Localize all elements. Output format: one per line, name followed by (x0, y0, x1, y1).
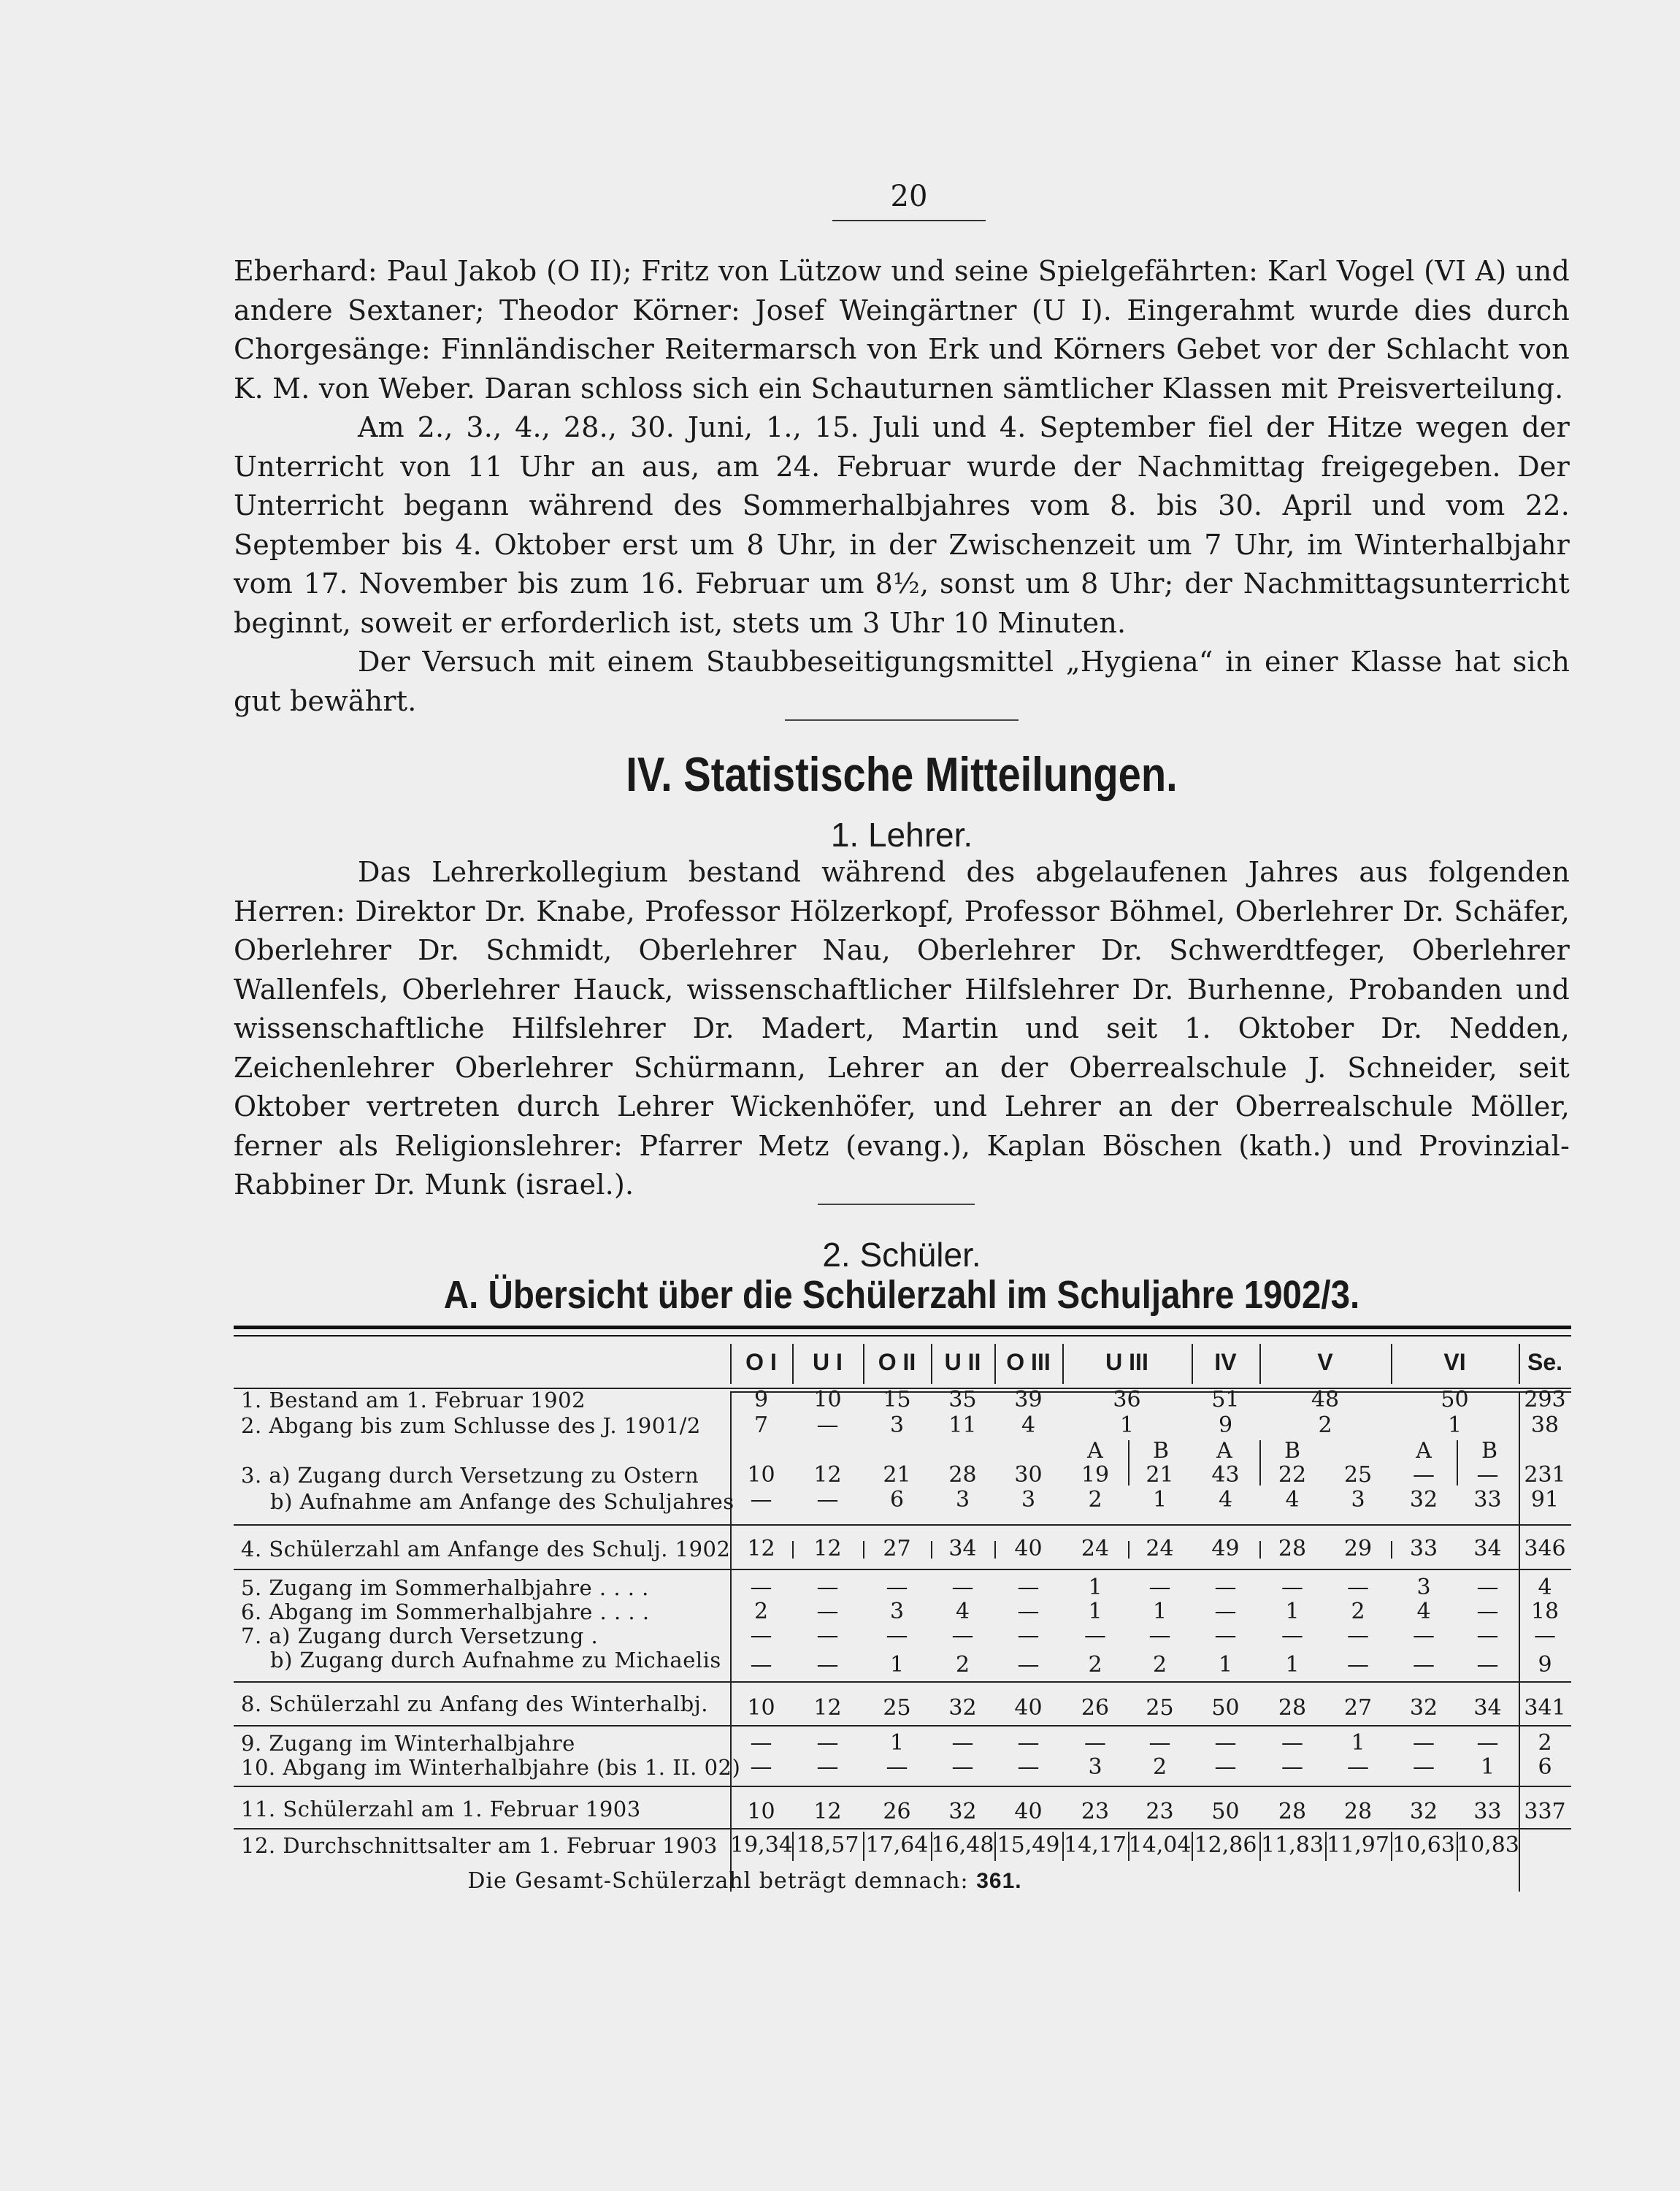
row-3b-cell: 4 (1285, 1487, 1300, 1513)
row-label: 11. Schülerzahl am 1. Februar 1903 (241, 1797, 641, 1821)
row-12-divider (1325, 1832, 1327, 1861)
row-3a-cell: 12 (813, 1462, 842, 1488)
row-12-divider (1062, 1832, 1064, 1861)
row-10-cell: — (886, 1754, 908, 1780)
row-10-cell: — (1413, 1754, 1435, 1780)
row-label: 3. a) Zugang durch Versetzung zu Ostern (241, 1463, 699, 1488)
total-line (234, 1868, 1256, 1894)
row-11-cell: 33 (1473, 1799, 1502, 1824)
page-number: 20 (832, 179, 986, 221)
row-8-cell: 27 (1343, 1695, 1373, 1721)
row-12-divider (1128, 1832, 1129, 1861)
column-header: VI (1443, 1349, 1466, 1375)
row-2-cell: 3 (889, 1412, 905, 1438)
row-11-cell: 40 (1014, 1799, 1043, 1824)
row-3b-cell: 33 (1473, 1487, 1502, 1513)
row-rule (234, 1569, 1571, 1570)
row-9-cell: — (816, 1730, 839, 1756)
row-label: 2. Abgang bis zum Schlusse des J. 1901/2 (241, 1413, 701, 1438)
row-4-cell: 28 (1278, 1536, 1307, 1561)
row-3b-cell: 3 (1021, 1487, 1036, 1513)
row-2-cell: 11 (948, 1412, 977, 1438)
row-8-cell: 28 (1278, 1695, 1307, 1721)
row-10-cell: 2 (1152, 1754, 1167, 1780)
row-3b-cell: 32 (1409, 1487, 1438, 1513)
row-7b-cell: — (816, 1652, 839, 1678)
row-11-cell: 50 (1211, 1799, 1240, 1824)
row-12-cell: 10,83 (1457, 1832, 1519, 1858)
row-8-cell: 34 (1473, 1695, 1502, 1721)
row-1-cell: 50 (1441, 1387, 1469, 1412)
group-b-label: B (1481, 1438, 1498, 1464)
teachers-paragraph: Das Lehrerkollegium bestand während des abgelaufenen Jahres aus folgenden Herren: Direktor Dr. Knabe, Professor Hölzerkopf, Professor Böhmel, Oberlehrer Dr. Schäfer, Oberlehrer Dr. Schmidt, Oberlehrer Nau, Oberlehrer Dr. Schwerdtfeger, Oberlehrer Wallenfels, Oberlehrer Hauck, wissenschaftlicher Hilfslehrer Dr. Burhenne, Probanden und wissenschaftliche Hilfslehrer Dr. Madert, Martin und seit 1. Oktober Dr. Nedden, Zeichenlehrer Oberlehrer Schürmann, Lehrer an der Oberrealschule J. Schneider, seit Oktober vertreten durch Lehrer Wickenhöfer, und Lehrer an der Oberrealschule Möller, ferner als Religionslehrer: Pfarrer Metz (evang.), Kaplan Böschen (kath.) und Provinzial-Rabbiner Dr. Munk (israel.). (234, 856, 1570, 1201)
row-2-cell: — (816, 1412, 839, 1438)
row-rule (234, 1828, 1571, 1829)
row-12-divider (1391, 1832, 1392, 1861)
row-12-cell: 11,83 (1261, 1832, 1324, 1858)
row-1-cell: 293 (1524, 1387, 1566, 1412)
row-7b-cell: 1 (1218, 1652, 1233, 1678)
column-header: U II (944, 1349, 981, 1375)
row-10-cell: — (951, 1754, 974, 1780)
row-11-cell: 337 (1524, 1799, 1566, 1824)
header-divider (1062, 1344, 1064, 1384)
row-rule (234, 1786, 1571, 1787)
group-b-label: B (1284, 1438, 1301, 1464)
row-12-divider (792, 1832, 794, 1861)
row-7a-cell: — (951, 1623, 974, 1648)
row-3a-cell: 21 (883, 1462, 911, 1488)
row-3a-cell: 43 (1211, 1462, 1240, 1488)
row-12-cell: 17,64 (865, 1832, 929, 1858)
intro-text (234, 252, 1570, 721)
row-3a-cell: 22 (1278, 1462, 1307, 1488)
row-1-cell: 10 (813, 1387, 842, 1412)
header-divider (730, 1344, 732, 1384)
row-6-cell: 4 (1416, 1599, 1431, 1624)
row-8-cell: 32 (1409, 1695, 1438, 1721)
row-12-divider (994, 1832, 996, 1861)
row-7b-cell: 2 (955, 1652, 970, 1678)
row-10-cell: — (1347, 1754, 1369, 1780)
row-8-cell: 25 (1146, 1695, 1174, 1721)
row-1-cell: 9 (753, 1387, 769, 1412)
row-7a-cell: — (1281, 1623, 1303, 1648)
row-4-cell: 49 (1211, 1536, 1240, 1561)
row-12-cell: 10,63 (1392, 1832, 1455, 1858)
row-label: 10. Abgang im Winterhalbjahre (bis 1. II. 02) (241, 1755, 741, 1780)
row-4-cell: 34 (948, 1536, 977, 1561)
row-7b-cell: — (1413, 1652, 1435, 1678)
row-12-divider (1457, 1832, 1458, 1861)
row-3b-cell: — (750, 1487, 772, 1513)
row-8-cell: 341 (1524, 1695, 1566, 1721)
row-5-cell: — (816, 1575, 839, 1600)
row-3a-cell: 231 (1524, 1462, 1566, 1488)
group-b-label: B (1152, 1438, 1170, 1464)
paragraph-2: Am 2., 3., 4., 28., 30. Juni, 1., 15. Juli und 4. September fiel der Hitze wegen der Unterricht von 11 Uhr an aus, am 24. Februar wurde der Nachmittag freigegeben. Der Unterricht begann während des Sommerhalbjahres vom 8. bis 30. April und vom 22. September bis 4. Oktober erst um 8 Uhr, in der Zwischenzeit um 7 Uhr, im Winterhalbjahr vom 17. November bis zum 16. Februar um 8½, sonst um 8 Uhr; der Nachmittagsunterricht beginnt, soweit er erforderlich ist, stets um 3 Uhr 10 Minuten. (234, 411, 1570, 639)
row-2-cell: 38 (1530, 1412, 1560, 1438)
row-9-cell: 1 (1351, 1730, 1365, 1756)
row-1-cell: 36 (1113, 1387, 1141, 1412)
row-7a-cell: — (886, 1623, 908, 1648)
row-7b-cell: 1 (889, 1652, 905, 1678)
group-a-label: A (1216, 1438, 1232, 1464)
row-12-cell: 12,86 (1194, 1832, 1257, 1858)
row-7b-cell: — (1476, 1652, 1499, 1678)
table-top-rule-thin (234, 1335, 1571, 1337)
row-8-cell: 12 (813, 1695, 842, 1721)
row-7a-cell: — (1017, 1623, 1040, 1648)
row-rule (234, 1681, 1571, 1683)
row-6-cell: 1 (1152, 1599, 1167, 1624)
column-header: IV (1214, 1349, 1237, 1375)
row-11-cell: 28 (1343, 1799, 1373, 1824)
header-divider (863, 1344, 864, 1384)
separator-rule-2 (818, 1204, 975, 1205)
row-4-cell: 24 (1081, 1536, 1110, 1561)
row-3b-cell: — (816, 1487, 839, 1513)
data-divider (1128, 1541, 1129, 1559)
row-7a-cell: — (750, 1623, 772, 1648)
paragraph-3: Der Versuch mit einem Staubbeseitigungsmittel „Hygiena“ in einer Klasse hat sich gut bewährt. (234, 646, 1570, 717)
row-6-cell: 2 (753, 1599, 769, 1624)
teachers-text (234, 853, 1570, 1205)
row-12-cell: 11,97 (1327, 1832, 1389, 1858)
row-10-cell: 6 (1538, 1754, 1552, 1780)
row-5-cell: — (1214, 1575, 1237, 1600)
header-divider (931, 1344, 932, 1384)
row-7b-cell: 2 (1152, 1652, 1167, 1678)
subsection-teachers-title: 1. Lehrer. (830, 816, 973, 854)
row-3a-cell: — (1413, 1462, 1435, 1488)
row-6-cell: 18 (1530, 1599, 1560, 1624)
row-9-cell: — (1084, 1730, 1106, 1756)
row-7a-cell: — (1534, 1623, 1556, 1648)
row-12-divider (1259, 1832, 1261, 1861)
row-11-cell: 32 (1409, 1799, 1438, 1824)
row-12-cell: 19,34 (730, 1832, 793, 1858)
row-10-cell: — (1017, 1754, 1040, 1780)
row-7b-cell: — (750, 1652, 772, 1678)
row-11-cell: 12 (813, 1799, 842, 1824)
row-7b-cell: 9 (1538, 1652, 1552, 1678)
row-8-cell: 32 (948, 1695, 977, 1721)
row-3b-cell: 4 (1218, 1487, 1233, 1513)
row-label: 5. Zugang im Sommerhalbjahre . . . . (241, 1575, 649, 1600)
row-4-cell: 33 (1409, 1536, 1438, 1561)
row-5-cell: — (1148, 1575, 1171, 1600)
row-12-cell: 16,48 (931, 1832, 994, 1858)
row-2-cell: 1 (1119, 1412, 1135, 1438)
column-header: V (1317, 1349, 1333, 1375)
row-11-cell: 28 (1278, 1799, 1307, 1824)
row-label: 1. Bestand am 1. Februar 1902 (241, 1388, 586, 1412)
row-2-cell: 2 (1318, 1412, 1332, 1438)
row-12-cell: 14,17 (1064, 1832, 1127, 1858)
row-9-cell: 2 (1538, 1730, 1552, 1756)
data-divider (994, 1541, 996, 1559)
row-7a-cell: — (1347, 1623, 1369, 1648)
row-3b-cell: 1 (1152, 1487, 1167, 1513)
row-10-cell: — (1214, 1754, 1237, 1780)
row-3b-cell: 6 (889, 1487, 905, 1513)
row-8-cell: 50 (1211, 1695, 1240, 1721)
row-9-cell: — (1214, 1730, 1237, 1756)
subsection-pupils-title: 2. Schüler. (822, 1236, 981, 1274)
row-12-divider (863, 1832, 864, 1861)
table-title: A. Übersicht über die Schülerzahl im Schuljahre 1902/3. (443, 1273, 1360, 1317)
data-divider (931, 1541, 932, 1559)
row-6-cell: 1 (1285, 1599, 1300, 1624)
row-11-cell: 10 (747, 1799, 775, 1824)
header-divider (1391, 1344, 1392, 1384)
row-10-cell: 1 (1480, 1754, 1495, 1780)
row-8-cell: 10 (747, 1695, 775, 1721)
row-9-cell: — (750, 1730, 772, 1756)
row-1-cell: 35 (948, 1387, 977, 1412)
column-header: O II (878, 1349, 916, 1375)
row-8-cell: 25 (883, 1695, 911, 1721)
row-label: 8. Schülerzahl zu Anfang des Winterhalbj. (241, 1691, 708, 1716)
row-3b-cell: 2 (1088, 1487, 1102, 1513)
row-label: 9. Zugang im Winterhalbjahre (241, 1731, 575, 1756)
row-12-cell: 18,57 (796, 1832, 859, 1858)
row-11-cell: 23 (1146, 1799, 1174, 1824)
row-3a-cell: 28 (948, 1462, 977, 1488)
row-6-cell: 2 (1351, 1599, 1365, 1624)
row-9-cell: — (1148, 1730, 1171, 1756)
row-label: 7. a) Zugang durch Versetzung . (241, 1624, 599, 1648)
row-7a-cell: — (1214, 1623, 1237, 1648)
header-divider (994, 1344, 996, 1384)
row-9-cell: — (1017, 1730, 1040, 1756)
row-7b-cell: 1 (1285, 1652, 1300, 1678)
row-5-cell: — (1017, 1575, 1040, 1600)
row-6-cell: — (1017, 1599, 1040, 1624)
row-5-cell: — (1347, 1575, 1369, 1600)
row-12-divider (1192, 1832, 1193, 1861)
row-5-cell: — (1281, 1575, 1303, 1600)
row-1-cell: 51 (1211, 1387, 1240, 1412)
row-4-cell: 12 (813, 1536, 842, 1561)
row-3b-cell: 3 (1351, 1487, 1365, 1513)
row-2-cell: 4 (1021, 1412, 1036, 1438)
row-12-cell: 14,04 (1128, 1832, 1192, 1858)
row-label: b) Aufnahme am Anfange des Schuljahres (270, 1489, 734, 1514)
row-4-cell: 27 (883, 1536, 911, 1561)
total-value: 361. (976, 1869, 1022, 1893)
row-3b-cell: 91 (1530, 1487, 1560, 1513)
row-9-cell: — (1476, 1730, 1499, 1756)
row-rule (234, 1725, 1571, 1727)
header-divider (792, 1344, 794, 1384)
row-6-cell: 3 (889, 1599, 905, 1624)
row-2-cell: 9 (1218, 1412, 1233, 1438)
table-top-rule (234, 1326, 1571, 1329)
row-8-cell: 40 (1014, 1695, 1043, 1721)
paragraph-1: Eberhard: Paul Jakob (O II); Fritz von Lützow und seine Spielgefährten: Karl Vogel (VI A) und andere Sextaner; Theodor Körner: Josef Weingärtner (U I). Eingerahmt wurde dies durch Chorgesänge: Finnländischer Reitermarsch von Erk und Körners Gebet vor der Schlacht von K. M. von Weber. Daran schloss sich ein Schauturnen sämtlicher Klassen mit Preisverteilung. (234, 255, 1570, 405)
row-1-cell: 39 (1014, 1387, 1043, 1412)
group-a-label: A (1416, 1438, 1432, 1464)
row-1-cell: 48 (1311, 1387, 1340, 1412)
row-1-cell: 15 (883, 1387, 911, 1412)
group-a-label: A (1087, 1438, 1103, 1464)
row-label: 6. Abgang im Sommerhalbjahre . . . . (241, 1599, 650, 1624)
row-7a-cell: — (1413, 1623, 1435, 1648)
row-7a-cell: — (1148, 1623, 1171, 1648)
row-3a-cell: 10 (747, 1462, 775, 1488)
row-11-cell: 23 (1081, 1799, 1110, 1824)
row-3a-cell: — (1476, 1462, 1499, 1488)
row-4-cell: 29 (1343, 1536, 1373, 1561)
row-5-cell: — (750, 1575, 772, 1600)
row-3a-cell: 21 (1146, 1462, 1174, 1488)
row-7a-cell: — (1476, 1623, 1499, 1648)
row-4-cell: 34 (1473, 1536, 1502, 1561)
row-9-cell: 1 (889, 1730, 905, 1756)
data-divider (792, 1541, 794, 1559)
row-12-divider (931, 1832, 932, 1861)
row-3a-cell: 25 (1343, 1462, 1373, 1488)
row-6-cell: 1 (1088, 1599, 1102, 1624)
row-4-cell: 346 (1524, 1536, 1566, 1561)
row-2-cell: 1 (1447, 1412, 1462, 1438)
row-12-cell: 15,49 (997, 1832, 1060, 1858)
row-4-cell: 24 (1146, 1536, 1174, 1561)
row-5-cell: — (951, 1575, 974, 1600)
row-5-cell: 3 (1416, 1575, 1431, 1600)
row-11-cell: 26 (883, 1799, 911, 1824)
row-rule (234, 1524, 1571, 1526)
data-divider (1391, 1541, 1392, 1559)
column-header: O I (745, 1349, 777, 1375)
row-label: b) Zugang durch Aufnahme zu Michaelis (270, 1648, 721, 1672)
separator-rule (785, 719, 1019, 721)
row-5-cell: 1 (1088, 1575, 1102, 1600)
row-label: 12. Durchschnittsalter am 1. Februar 1903 (241, 1833, 718, 1858)
header-divider (1192, 1344, 1193, 1384)
row-7a-cell: — (1084, 1623, 1106, 1648)
row-3a-cell: 30 (1014, 1462, 1043, 1488)
row-10-cell: — (816, 1754, 839, 1780)
row-6-cell: — (1214, 1599, 1237, 1624)
column-header: U III (1105, 1349, 1148, 1375)
row-7b-cell: — (1017, 1652, 1040, 1678)
data-divider (863, 1541, 864, 1559)
row-4-cell: 40 (1014, 1536, 1043, 1561)
row-10-cell: — (750, 1754, 772, 1780)
row-7b-cell: 2 (1088, 1652, 1102, 1678)
column-header: U I (813, 1349, 843, 1375)
row-6-cell: 4 (955, 1599, 970, 1624)
row-9-cell: — (951, 1730, 974, 1756)
column-header: Se. (1527, 1349, 1563, 1375)
row-5-cell: 4 (1538, 1575, 1552, 1600)
section-title: IV. Statistische Mitteilungen. (626, 747, 1178, 801)
row-3b-cell: 3 (955, 1487, 970, 1513)
row-7b-cell: — (1347, 1652, 1369, 1678)
row-5-cell: — (1476, 1575, 1499, 1600)
row-6-cell: — (816, 1599, 839, 1624)
row-3a-cell: 19 (1081, 1462, 1110, 1488)
row-9-cell: — (1413, 1730, 1435, 1756)
data-divider (1259, 1541, 1261, 1559)
column-header: O III (1006, 1349, 1051, 1375)
total-text: Die Gesamt-Schülerzahl beträgt demnach: (467, 1868, 969, 1894)
row-7a-cell: — (816, 1623, 839, 1648)
row-8-cell: 26 (1081, 1695, 1110, 1721)
row-4-cell: 12 (747, 1536, 775, 1561)
row-5-cell: — (886, 1575, 908, 1600)
row-6-cell: — (1476, 1599, 1499, 1624)
header-divider (1259, 1344, 1261, 1384)
row-9-cell: — (1281, 1730, 1303, 1756)
row-10-cell: — (1281, 1754, 1303, 1780)
row-2-cell: 7 (753, 1412, 769, 1438)
header-divider (1519, 1344, 1520, 1384)
row-11-cell: 32 (948, 1799, 977, 1824)
row-label: 4. Schülerzahl am Anfange des Schulj. 1902 (241, 1537, 731, 1561)
row-10-cell: 3 (1088, 1754, 1102, 1780)
